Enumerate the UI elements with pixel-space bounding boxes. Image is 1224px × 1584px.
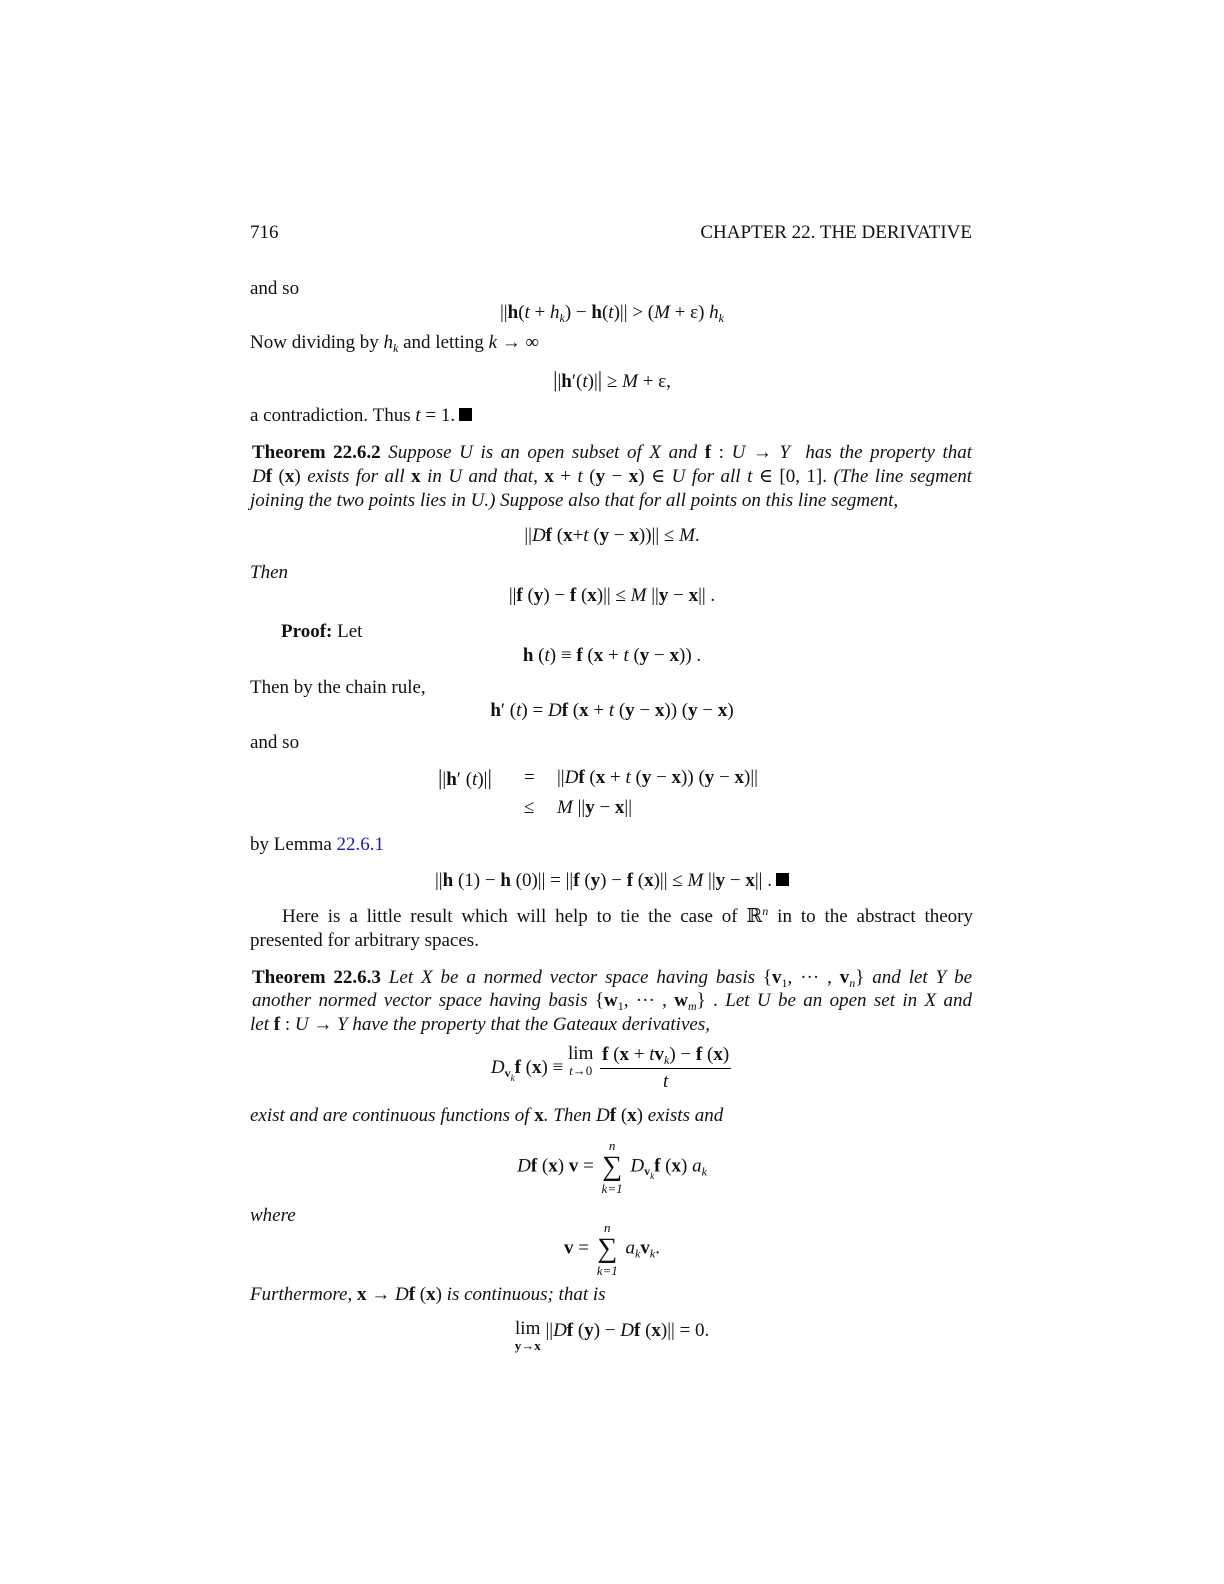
align-row-2-rel: ≤	[524, 797, 535, 818]
theorem-22-6-2-label: Theorem 22.6.2	[252, 442, 381, 463]
theorem-22-6-2-line-1: Theorem 22.6.2 Suppose U is an open subset of X and f : U → Y has the property that	[252, 442, 973, 463]
text-by-lemma-a: by Lemma	[250, 834, 332, 855]
align-row-1-rhs: ||Df (x + t (y − x)) (y − x)||	[557, 767, 758, 788]
equation-v-sum: v = n ∑ k=1 $a_kv_k$.	[564, 1220, 660, 1278]
text-is-continuous: is continuous; that is	[446, 1284, 606, 1305]
equation-h-difference: $||h(t + h_k) - h(t)|| > (M + \varepsilon)$ $h_k$	[500, 302, 724, 325]
text-then: Then	[250, 562, 288, 583]
text-and-letting: and letting	[403, 332, 484, 353]
paragraph-intro-b: in to the abstract theory	[777, 906, 974, 927]
equation-mean-value: ||f (y) − f (x)|| ≤ M ||y − x|| .	[508, 585, 716, 606]
equation-h-definition: h (t) ≡ f (x + t (y − x)) .	[522, 645, 702, 666]
theorem-22-6-3-line-2: another normed vector space having basis {$w_1$, ··· , $w_m$} . Let U be an open set in X and	[252, 990, 972, 1013]
equation-h-prime: h′ (t) = Df (x + t (y − x)) (y − x)	[490, 700, 734, 721]
text-and-so-1: and so	[250, 278, 300, 299]
text-furthermore-a: Furthermore,	[250, 1284, 353, 1305]
equation-conclusion: ||h (1) − h (0)|| = ||f (y) − f (x)|| ≤ M ||y − x|| .	[0, 869, 1224, 893]
running-header: CHAPTER 22. THE DERIVATIVE	[700, 222, 972, 243]
text-contradiction: a contradiction. Thus t = 1.	[250, 404, 472, 428]
text-furthermore: Furthermore, x → Df (x) is continuous; that is	[250, 1284, 606, 1305]
text-exist-continuous-a: exist and are continuous functions of	[250, 1105, 530, 1126]
text-then-df: . Then	[543, 1105, 592, 1126]
equation-df-sum: Df (x) v = n ∑ k=1 $D_{v_k}f$ (x) $a_k$	[517, 1138, 707, 1196]
page-number: 716	[250, 222, 279, 243]
qed-square-icon	[459, 408, 472, 421]
qed-square-icon-2	[776, 873, 789, 886]
proof-intro	[281, 620, 362, 644]
lemma-link[interactable]: 22.6.1	[336, 834, 385, 855]
theorem-22-6-3-label: Theorem 22.6.3	[252, 967, 381, 988]
equation-gateaux-derivative: $D_{v_k}f$ (x) ≡ lim t→0 $\frac{f (x + tv_k) - f (x)}{t}$	[490, 1043, 730, 1092]
paragraph-intro-line-2: presented for arbitrary spaces.	[250, 930, 479, 951]
proof-let: Let	[337, 621, 363, 642]
theorem-22-6-3-line-3: let f : U → Y have the property that the Gateaux derivatives,	[250, 1014, 710, 1035]
paragraph-intro-line-1: Here is a little result which will help to tie the case of ℝ$^n$ in to the abstract theory	[282, 904, 974, 927]
equation-df-bound: ||Df (x+t (y − x))|| ≤ M.	[524, 525, 700, 546]
text-exists-and: exists and	[647, 1105, 724, 1126]
align-row-1-rel: =	[524, 767, 535, 788]
text-by-lemma	[250, 833, 384, 857]
theorem-22-6-2-line-3: joining the two points lies in U.) Suppose also that for all points on this line segment,	[250, 490, 899, 511]
theorem-22-6-2-line-2: Df (x) exists for all x in U and that, x + t (y − x) ∈ U for all t ∈ [0, 1]. (The line segment	[252, 466, 973, 487]
text-now-dividing: Now dividing by $h_k$ and letting k → ∞	[250, 332, 540, 355]
proof-label: Proof:	[281, 621, 333, 642]
align-row-2-rhs: M ||y − x||	[557, 797, 633, 818]
text-contradiction-a: a contradiction. Thus	[250, 405, 411, 426]
theorem-22-6-3-line-1: Theorem 22.6.3 Let X be a normed vector space having basis {$v_1$, ··· , $v_n$} and let Y be	[252, 967, 973, 990]
text-where: where	[250, 1205, 296, 1226]
equation-h-prime-bound: ||h′(t)|| ≥ M + ε,	[553, 367, 671, 392]
equation-df-continuity: lim y→x ||Df (y) − Df (x)|| = 0.	[514, 1318, 710, 1353]
text-exist-continuous: exist and are continuous functions of x. Then Df (x) exists and	[250, 1105, 724, 1126]
text-now-dividing-a: Now dividing by	[250, 332, 379, 353]
align-row-1-lhs: ||h′ (t)||	[438, 765, 492, 790]
text-chain-rule: Then by the chain rule,	[250, 677, 426, 698]
text-and-so-2: and so	[250, 732, 300, 753]
paragraph-intro-a: Here is a little result which will help to tie the case of	[282, 906, 738, 927]
